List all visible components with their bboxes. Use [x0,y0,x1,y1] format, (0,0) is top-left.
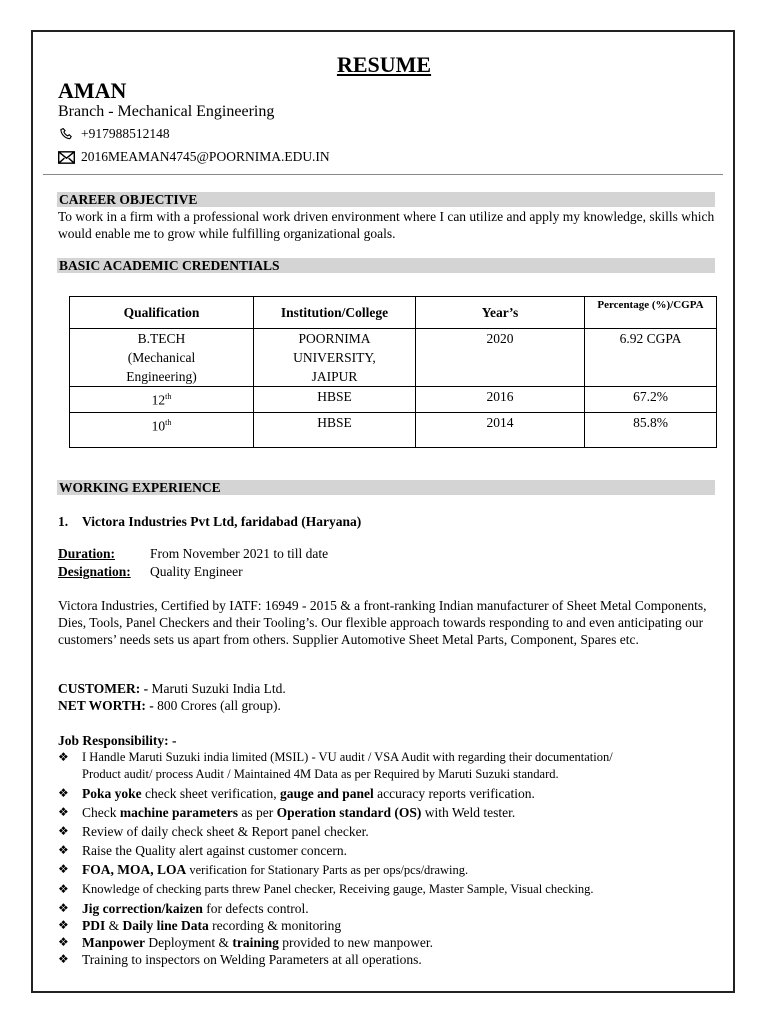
career-objective-text: To work in a firm with a professional work driven environment where I can utilize and apply my knowledge, skills which would enable me to grow while fulfilling organizational goals. [58,209,715,241]
table-row [70,329,717,387]
section-experience: WORKING EXPERIENCE [57,480,715,495]
customer-row [58,681,286,697]
item-text: as per [237,805,277,820]
cell-qualification [70,387,254,413]
networth-label: NET WORTH: - [58,698,154,713]
cell-qualification [70,329,254,387]
section-academics [57,258,715,273]
list-item [58,951,724,968]
item-text: provided to new manpower. [278,935,433,950]
item-bold: PDI [82,918,106,933]
cell-year: 2020 [416,329,585,387]
col-percentage: Percentage (%)/CGPA [585,297,717,329]
designation-value: Quality Engineer [150,564,243,579]
item-text: verification for Stationary Parts as per ops/pcs/drawing. [186,863,469,877]
item-bold: training [232,935,279,950]
page-title: RESUME [336,52,432,77]
diamond-bullet-icon: ❖ [58,843,69,857]
qual-num: 12 [151,392,166,408]
networth-value: 800 Crores (all group). [157,698,281,713]
list-item [58,934,724,951]
table-row [70,413,717,448]
diamond-bullet-icon: ❖ [58,901,69,915]
item-bold: Poka yoke [82,786,142,801]
qual-line: (Mechanical [127,350,196,365]
company-number: 1. [58,514,69,529]
item-bold: Manpower [82,935,145,950]
cell-score: 6.92 CGPA [585,329,717,387]
networth-row [58,698,281,714]
item-text: for defects control. [202,901,309,916]
cell-qualification [70,413,254,448]
diamond-bullet-icon: ❖ [58,786,69,800]
item-text: check sheet verification, [141,786,280,801]
item-text-cont: Product audit/ process Audit / Maintained 4M Data as per Required by Maruti Suzuki standard. [82,767,559,781]
item-bold: Daily line Data [122,918,209,933]
cell-score: 67.2% [585,387,717,413]
col-institution: Institution/College [254,297,416,329]
diamond-bullet-icon: ❖ [58,882,69,896]
header-divider [43,174,723,175]
cell-year: 2016 [416,387,585,413]
table-row [70,387,717,413]
list-item [58,900,724,917]
diamond-bullet-icon: ❖ [58,805,69,819]
qual-sup: th [165,418,172,427]
diamond-bullet-icon: ❖ [58,952,69,966]
cell-institution: HBSE [254,413,416,448]
envelope-icon [58,151,75,164]
inst-line: POORNIMA [298,331,371,346]
item-text: & [105,918,123,933]
phone-number: +917988512148 [81,126,170,141]
table-header-row [70,297,717,329]
qual-num: 10 [151,418,166,434]
customer-label: CUSTOMER: - [58,681,149,696]
inst-line: UNIVERSITY, [293,350,376,365]
inst-line: JAIPUR [311,369,358,384]
phone-row [58,126,170,142]
phone-icon [58,127,75,142]
cell-institution: HBSE [254,387,416,413]
section-career-objective: CAREER OBJECTIVE [57,192,715,207]
qual-line: Engineering) [126,369,197,384]
company-description: Victora Industries, Certified by IATF: 16949 - 2015 & a front-ranking Indian manufacturer of Sheet Metal Components, Dies, Tools, Panel Checkers and their Tooling’s. Our flexible approach towards responding to and even anticipating our customers’ needs sets us apart from others. Supplier Automotive Sheet Metal Parts, Component, Spares etc. [58,598,707,647]
item-text: accuracy reports verification. [373,786,535,801]
item-text: Raise the Quality alert against customer concern. [82,843,348,858]
item-text: with Weld tester. [421,805,516,820]
diamond-bullet-icon: ❖ [58,935,69,949]
company-heading [58,514,361,530]
cell-institution [254,329,416,387]
item-text: Knowledge of checking parts threw Panel checker, Receiving gauge, Master Sample, Visual checking. [82,882,594,896]
list-item [58,785,724,802]
item-bold: Jig correction/kaizen [82,901,203,916]
section-academics-title: BASIC ACADEMIC CREDENTIALS [59,258,280,273]
email-row [58,149,330,165]
item-text: Deployment & [145,935,233,950]
col-years: Year’s [416,297,585,329]
responsibility-list [58,749,724,970]
qual-line: B.TECH [137,331,186,346]
duration-row [58,546,328,562]
diamond-bullet-icon: ❖ [58,918,69,932]
academic-table [69,296,717,448]
item-bold: Operation standard (OS) [276,805,422,820]
email-address: 2016MEAMAN4745@POORNIMA.EDU.IN [81,149,330,164]
candidate-name: AMAN [58,78,127,103]
company-name: Victora Industries Pvt Ltd, faridabad (Haryana) [82,514,362,529]
branch: Branch - Mechanical Engineering [58,103,275,120]
item-text: I Handle Maruti Suzuki india limited (MSIL) - VU audit / VSA Audit with regarding their documentation/ [82,750,613,764]
designation-label: Designation: [58,564,131,579]
cell-score: 85.8% [585,413,717,448]
customer-value: Maruti Suzuki India Ltd. [151,681,286,696]
duration-label: Duration: [58,546,115,561]
item-text: Training to inspectors on Welding Parameters at all operations. [82,952,422,967]
list-item [58,749,724,783]
diamond-bullet-icon: ❖ [58,862,69,876]
list-item [58,823,724,840]
item-bold: FOA, MOA, LOA [82,862,187,877]
list-item [58,861,724,879]
designation-row [58,564,243,580]
diamond-bullet-icon: ❖ [58,824,69,838]
item-bold: machine parameters [119,805,238,820]
cell-year: 2014 [416,413,585,448]
item-text: Review of daily check sheet & Report panel checker. [82,824,369,839]
qual-sup: th [165,392,172,401]
job-responsibility-heading: Job Responsibility: - [58,733,177,748]
col-qualification: Qualification [70,297,254,329]
item-bold: gauge and panel [279,786,374,801]
list-item [58,881,724,898]
list-item [58,804,724,821]
list-item [58,842,724,859]
duration-value: From November 2021 to till date [150,546,329,561]
list-item [58,917,724,934]
item-text: recording & monitoring [208,918,342,933]
diamond-bullet-icon: ❖ [58,750,69,764]
item-text: Check [82,805,120,820]
